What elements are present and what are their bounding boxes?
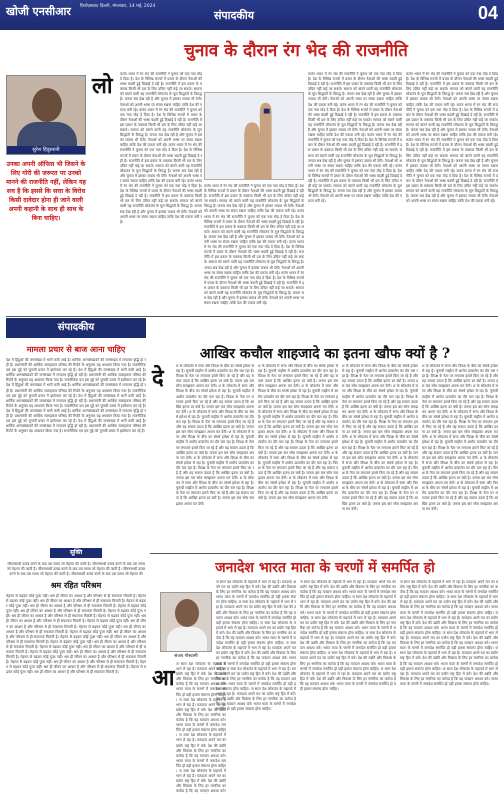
article3-author-caption: संजय गोस्वामी — [174, 654, 198, 659]
article1-col4: कतंत्र भारत में रंग भेद की राजनीति ने चुनाव को एक नया मोड़ दे दिया है। देश के विभिन्न राज्यों में प्रचार के दौरान नेताओं की भाषा बदली हुई दिखाई दे रही है। राजनीति में इस प्रकार के वक्तव्य किसी भी दल के लिए उचित नहीं कहे जा सकते। समाज को बांटने वाली यह राजनीति लोकतंत्र के मूल सिद्धांतों के विरुद्ध है। जनता सब देख रही है और चुनाव में इसका जवाब भी देगी। नेताओं को अपनी भाषा पर संयम रखना चाहिए ताकि देश की एकता बनी रहे। कतंत्र भारत में रंग भेद की राजनीति ने चुनाव को एक नया मोड़ दे दिया है। देश के विभिन्न राज्यों में प्रचार के दौरान नेताओं की भाषा बदली हुई दिखाई दे रही है। राजनीति में इस प्रकार के वक्तव्य किसी भी दल के लिए उचित नहीं कहे जा सकते। समाज को बांटने वाली यह राजनीति लोकतंत्र के मूल सिद्धांतों के विरुद्ध है। जनता सब देख रही है और चुनाव में इसका जवाब भी देगी। नेताओं को अपनी भाषा पर संयम रखना चाहिए ताकि देश की एकता बनी रहे। कतंत्र भारत में रंग भेद की राजनीति ने चुनाव को एक नया मोड़ दे दिया है। देश के विभिन्न राज्यों में प्रचार के दौरान नेताओं की भाषा बदली हुई दिखाई दे रही है। राजनीति में इस प्रकार के वक्तव्य किसी भी दल के लिए उचित नहीं कहे जा सकते। समाज को बांटने वाली यह राजनीति लोकतंत्र के मूल सिद्धांतों के विरुद्ध है। जनता सब देख रही है और चुनाव में इसका जवाब भी देगी। नेताओं को अपनी भाषा पर संयम रखना चाहिए ताकि देश की एकता बनी रहे। कतंत्र भारत में रंग भेद की राजनीति ने चुनाव को एक नया मोड़ दे दिया है। देश के विभिन्न राज्यों में प्रचार के दौरान नेताओं की भाषा बदली हुई दिखाई दे रही है। राजनीति में इस प्रकार के वक्तव्य किसी भी दल के लिए उचित नहीं कहे जा सकते। समाज को बांटने वाली यह राजनीति लोकतंत्र के मूल सिद्धांतों के विरुद्ध है। जनता सब देख रही है और चुनाव में इसका जवाब भी देगी। नेताओं को अपनी भाषा पर संयम रखना चाहिए ताकि देश की एकता बनी रहे। — [406, 72, 498, 204]
quote-badge: सूक्ति — [50, 548, 102, 558]
editorial-body: देश में हिंदुओं की जनसंख्या में भारी कमी आई है। धार्मिक अल्पसंख्यकों की जनसंख्या में लगातार वृद्धि हो रही है। प्रधानमंत्री की आर्थिक सलाहकार परिषद की रिपोर्ट के अनुसार यह अध्ययन किया गया है। राजनीतिक दल इस मुद्दे को चुनावी प्रचार में इस्तेमाल कर रहे हैं। देश में हिंदुओं की जनसंख्या में भारी कमी आई है। धार्मिक अल्पसंख्यकों की जनसंख्या में लगातार वृद्धि हो रही है। प्रधानमंत्री की आर्थिक सलाहकार परिषद की रिपोर्ट के अनुसार यह अध्ययन किया गया है। राजनीतिक दल इस मुद्दे को चुनावी प्रचार में इस्तेमाल कर रहे हैं। देश में हिंदुओं की जनसंख्या में भारी कमी आई है। धार्मिक अल्पसंख्यकों की जनसंख्या में लगातार वृद्धि हो रही है। प्रधानमंत्री की आर्थिक सलाहकार परिषद की रिपोर्ट के अनुसार यह अध्ययन किया गया है। राजनीतिक दल इस मुद्दे को चुनावी प्रचार में इस्तेमाल कर रहे हैं। देश में हिंदुओं की जनसंख्या में भारी कमी आई है। धार्मिक अल्पसंख्यकों की जनसंख्या में लगातार वृद्धि हो रही है। प्रधानमंत्री की आर्थिक सलाहकार परिषद की रिपोर्ट के अनुसार यह अध्ययन किया गया है। राजनीतिक दल इस मुद्दे को चुनावी प्रचार में इस्तेमाल कर रहे हैं। देश में हिंदुओं की जनसंख्या में भारी कमी आई है। धार्मिक अल्पसंख्यकों की जनसंख्या में लगातार वृद्धि हो रही है। प्रधानमंत्री की आर्थिक सलाहकार परिषद की रिपोर्ट के अनुसार यह अध्ययन किया गया है। राजनीतिक दल इस मुद्दे को चुनावी प्रचार में इस्तेमाल कर रहे हैं। देश में हिंदुओं की जनसंख्या में भारी कमी आई है। धार्मिक अल्पसंख्यकों की जनसंख्या में लगातार वृद्धि हो रही है। प्रधानमंत्री की आर्थिक सलाहकार परिषद की रिपोर्ट के अनुसार यह अध्ययन किया गया है। राजनीतिक दल इस मुद्दे को चुनावी प्रचार में इस्तेमाल कर रहे हैं। — [6, 358, 146, 434]
quote-text: जीवनसाथी उत्पन्न करने के बाद उस समय जो मेहनत की जाती है। जीवनसाथी उत्पन्न करने के बाद उस समय जो मेहनत की जाती है। जीवनसाथी उत्पन्न करने के बाद उस समय जो मेहनत की जाती है। जीवनसाथी उत्पन्न करने के बाद उस समय जो मेहनत की जाती है। जीवनसाथी उत्पन्न करने के बाद उस समय जो मेहनत की — [6, 562, 146, 576]
article3-col2: ज सारा देश लोकतंत्र के महापर्व में भाग ले रहा है। मतदाता अपने मत का प्रयोग राष्ट्र हित में करें। देश की उन्नति और विकास के लिए हर नागरिक का कर्तव्य है कि वह मतदान अवश्य करे। भारत माता के चरणों में जनादेश समर्पित हो यही हमारा संकल्प होना चाहिए। ज सारा देश लोकतंत्र के महापर्व में भाग ले रहा है। मतदाता अपने मत का प्रयोग राष्ट्र हित में करें। देश की उन्नति और विकास के लिए हर नागरिक का कर्तव्य है कि वह मतदान अवश्य करे। भारत माता के चरणों में जनादेश समर्पित हो यही हमारा संकल्प होना चाहिए। ज सारा देश लोकतंत्र के महापर्व में भाग ले रहा है। मतदाता अपने मत का प्रयोग राष्ट्र हित में करें। देश की उन्नति और विकास के लिए हर नागरिक का कर्तव्य है कि वह मतदान अवश्य करे। भारत माता के चरणों में जनादेश समर्पित हो यही हमारा संकल्प होना चाहिए। ज सारा देश लोकतंत्र के महापर्व में भाग ले रहा है। मतदाता अपने मत का प्रयोग राष्ट्र हित में करें। देश की उन्नति और विकास के लिए हर नागरिक का कर्तव्य है कि वह मतदान अवश्य करे। भारत माता के चरणों में जनादेश समर्पित हो यही हमारा संकल्प होना चाहिए। ज सारा देश लोकतंत्र के महापर्व में भाग ले रहा है। मतदाता अपने मत का प्रयोग राष्ट्र हित में करें। देश की उन्नति और विकास के लिए हर नागरिक का कर्तव्य है कि वह मतदान अवश्य करे। भारत माता के चरणों में जनादेश समर्पित हो यही हमारा संकल्प होना चाहिए। ज सारा देश लोकतंत्र के महापर्व में भाग ले रहा है। मतदाता अपने मत का प्रयोग राष्ट्र हित में करें। देश की उन्नति और विकास के लिए हर नागरिक का कर्तव्य है कि वह मतदान अवश्य करे। भारत माता के चरणों में जनादेश समर्पित हो यही हमारा संकल्प होना चाहिए। — [216, 580, 296, 712]
editorial-headline: मामला प्रचार से बाज आना चाहिए — [26, 344, 126, 354]
section-divider — [6, 316, 498, 317]
pull-quote: उनका अपनी ऑफिस भी जिसने के लिए गोरी की जरूरत पर उनको मानने की राजनीति नहीं, लेकिन यह सच है कि इससे कि सत्ता के विरोध किसी दावेदार होना ही जाने वाली अपनी कहानी के साथ ही साथ के बिना चाहिए। — [6, 161, 86, 222]
issue-meta: फ़िरोज़ाबाद दिल्ली, मंगलवार, 14 मई, 2024 — [80, 4, 156, 9]
page-number: 04 — [477, 3, 498, 23]
article1-col3: कतंत्र भारत में रंग भेद की राजनीति ने चुनाव को एक नया मोड़ दे दिया है। देश के विभिन्न राज्यों में प्रचार के दौरान नेताओं की भाषा बदली हुई दिखाई दे रही है। राजनीति में इस प्रकार के वक्तव्य किसी भी दल के लिए उचित नहीं कहे जा सकते। समाज को बांटने वाली यह राजनीति लोकतंत्र के मूल सिद्धांतों के विरुद्ध है। जनता सब देख रही है और चुनाव में इसका जवाब भी देगी। नेताओं को अपनी भाषा पर संयम रखना चाहिए ताकि देश की एकता बनी रहे। कतंत्र भारत में रंग भेद की राजनीति ने चुनाव को एक नया मोड़ दे दिया है। देश के विभिन्न राज्यों में प्रचार के दौरान नेताओं की भाषा बदली हुई दिखाई दे रही है। राजनीति में इस प्रकार के वक्तव्य किसी भी दल के लिए उचित नहीं कहे जा सकते। समाज को बांटने वाली यह राजनीति लोकतंत्र के मूल सिद्धांतों के विरुद्ध है। जनता सब देख रही है और चुनाव में इसका जवाब भी देगी। नेताओं को अपनी भाषा पर संयम रखना चाहिए ताकि देश की एकता बनी रहे। कतंत्र भारत में रंग भेद की राजनीति ने चुनाव को एक नया मोड़ दे दिया है। देश के विभिन्न राज्यों में प्रचार के दौरान नेताओं की भाषा बदली हुई दिखाई दे रही है। राजनीति में इस प्रकार के वक्तव्य किसी भी दल के लिए उचित नहीं कहे जा सकते। समाज को बांटने वाली यह राजनीति लोकतंत्र के मूल सिद्धांतों के विरुद्ध है। जनता सब देख रही है और चुनाव में इसका जवाब भी देगी। नेताओं को अपनी भाषा पर संयम रखना चाहिए ताकि देश की एकता बनी रहे। कतंत्र भारत में रंग भेद की राजनीति ने चुनाव को एक नया मोड़ दे दिया है। देश के विभिन्न राज्यों में प्रचार के दौरान नेताओं की भाषा बदली हुई दिखाई दे रही है। राजनीति में इस प्रकार के वक्तव्य किसी भी दल के लिए उचित नहीं कहे जा सकते। समाज को बांटने वाली यह राजनीति लोकतंत्र के मूल सिद्धांतों के विरुद्ध है। जनता सब देख रही है और चुनाव में इसका जवाब भी देगी। नेताओं को अपनी भाषा पर संयम रखना चाहिए ताकि देश की एकता बनी रहे। — [308, 72, 402, 204]
masthead — [0, 0, 504, 30]
section-title: संपादकीय — [214, 9, 255, 22]
article3-col4: ज सारा देश लोकतंत्र के महापर्व में भाग ले रहा है। मतदाता अपने मत का प्रयोग राष्ट्र हित में करें। देश की उन्नति और विकास के लिए हर नागरिक का कर्तव्य है कि वह मतदान अवश्य करे। भारत माता के चरणों में जनादेश समर्पित हो यही हमारा संकल्प होना चाहिए। ज सारा देश लोकतंत्र के महापर्व में भाग ले रहा है। मतदाता अपने मत का प्रयोग राष्ट्र हित में करें। देश की उन्नति और विकास के लिए हर नागरिक का कर्तव्य है कि वह मतदान अवश्य करे। भारत माता के चरणों में जनादेश समर्पित हो यही हमारा संकल्प होना चाहिए। ज सारा देश लोकतंत्र के महापर्व में भाग ले रहा है। मतदाता अपने मत का प्रयोग राष्ट्र हित में करें। देश की उन्नति और विकास के लिए हर नागरिक का कर्तव्य है कि वह मतदान अवश्य करे। भारत माता के चरणों में जनादेश समर्पित हो यही हमारा संकल्प होना चाहिए। ज सारा देश लोकतंत्र के महापर्व में भाग ले रहा है। मतदाता अपने मत का प्रयोग राष्ट्र हित में करें। देश की उन्नति और विकास के लिए हर नागरिक का कर्तव्य है कि वह मतदान अवश्य करे। भारत माता के चरणों में जनादेश समर्पित हो यही हमारा संकल्प होना चाहिए। ज सारा देश लोकतंत्र के महापर्व में भाग ले रहा है। मतदाता अपने मत का प्रयोग राष्ट्र हित में करें। देश की उन्नति और विकास के लिए हर नागरिक का कर्तव्य है कि वह मतदान अवश्य करे। भारत माता के चरणों में जनादेश समर्पित हो यही हमारा संकल्प होना चाहिए। ज सारा देश लोकतंत्र के महापर्व में भाग ले रहा है। मतदाता अपने मत का प्रयोग राष्ट्र हित में करें। देश की उन्नति और विकास के लिए हर नागरिक का कर्तव्य है कि वह मतदान अवश्य करे। भारत माता के चरणों में जनादेश समर्पित हो यही हमारा संकल्प होना चाहिए। — [400, 580, 498, 686]
article2-col4: श के लोकतंत्र में सत्ता और विपक्ष के बीच का संघर्ष हमेशा से रहा है। चुनावी माहौल में आरोप प्रत्यारोप का दौर चल रहा है। विपक्ष के नेता पर लगातार हमले किए जा रहे हैं और यह सवाल उठता है कि आखिर इतना डर क्यों है। जनता इस बार सोच समझकर अपना मत देगी। श के लोकतंत्र में सत्ता और विपक्ष के बीच का संघर्ष हमेशा से रहा है। चुनावी माहौल में आरोप प्रत्यारोप का दौर चल रहा है। विपक्ष के नेता पर लगातार हमले किए जा रहे हैं और यह सवाल उठता है कि आखिर इतना डर क्यों है। जनता इस बार सोच समझकर अपना मत देगी। श के लोकतंत्र में सत्ता और विपक्ष के बीच का संघर्ष हमेशा से रहा है। चुनावी माहौल में आरोप प्रत्यारोप का दौर चल रहा है। विपक्ष के नेता पर लगातार हमले किए जा रहे हैं और यह सवाल उठता है कि आखिर इतना डर क्यों है। जनता इस बार सोच समझकर अपना मत देगी। श के लोकतंत्र में सत्ता और विपक्ष के बीच का संघर्ष हमेशा से रहा है। चुनावी माहौल में आरोप प्रत्यारोप का दौर चल रहा है। विपक्ष के नेता पर लगातार हमले किए जा रहे हैं और यह सवाल उठता है कि आखिर इतना डर क्यों है। जनता इस बार सोच समझकर अपना मत देगी। श के लोकतंत्र में सत्ता और विपक्ष के बीच का संघर्ष हमेशा से रहा है। चुनावी माहौल में आरोप प्रत्यारोप का दौर चल रहा है। विपक्ष के नेता पर लगातार हमले किए जा रहे हैं और यह सवाल उठता है कि आखिर इतना डर क्यों है। जनता इस बार सोच समझकर अपना मत देगी। श के लोकतंत्र में सत्ता और विपक्ष के बीच का संघर्ष हमेशा से रहा है। चुनावी माहौल में आरोप प्रत्यारोप का दौर चल रहा है। विपक्ष के नेता पर लगातार हमले किए जा रहे हैं और यह सवाल उठता है कि आखिर इतना डर क्यों है। जनता इस बार सोच समझकर अपना मत देगी। — [422, 364, 498, 511]
article2-col2: श के लोकतंत्र में सत्ता और विपक्ष के बीच का संघर्ष हमेशा से रहा है। चुनावी माहौल में आरोप प्रत्यारोप का दौर चल रहा है। विपक्ष के नेता पर लगातार हमले किए जा रहे हैं और यह सवाल उठता है कि आखिर इतना डर क्यों है। जनता इस बार सोच समझकर अपना मत देगी। श के लोकतंत्र में सत्ता और विपक्ष के बीच का संघर्ष हमेशा से रहा है। चुनावी माहौल में आरोप प्रत्यारोप का दौर चल रहा है। विपक्ष के नेता पर लगातार हमले किए जा रहे हैं और यह सवाल उठता है कि आखिर इतना डर क्यों है। जनता इस बार सोच समझकर अपना मत देगी। श के लोकतंत्र में सत्ता और विपक्ष के बीच का संघर्ष हमेशा से रहा है। चुनावी माहौल में आरोप प्रत्यारोप का दौर चल रहा है। विपक्ष के नेता पर लगातार हमले किए जा रहे हैं और यह सवाल उठता है कि आखिर इतना डर क्यों है। जनता इस बार सोच समझकर अपना मत देगी। श के लोकतंत्र में सत्ता और विपक्ष के बीच का संघर्ष हमेशा से रहा है। चुनावी माहौल में आरोप प्रत्यारोप का दौर चल रहा है। विपक्ष के नेता पर लगातार हमले किए जा रहे हैं और यह सवाल उठता है कि आखिर इतना डर क्यों है। जनता इस बार सोच समझकर अपना मत देगी। श के लोकतंत्र में सत्ता और विपक्ष के बीच का संघर्ष हमेशा से रहा है। चुनावी माहौल में आरोप प्रत्यारोप का दौर चल रहा है। विपक्ष के नेता पर लगातार हमले किए जा रहे हैं और यह सवाल उठता है कि आखिर इतना डर क्यों है। जनता इस बार सोच समझकर अपना मत देगी। श के लोकतंत्र में सत्ता और विपक्ष के बीच का संघर्ष हमेशा से रहा है। चुनावी माहौल में आरोप प्रत्यारोप का दौर चल रहा है। विपक्ष के नेता पर लगातार हमले किए जा रहे हैं और यह सवाल उठता है कि आखिर इतना डर क्यों है। जनता इस बार सोच समझकर अपना मत देगी। — [258, 364, 338, 501]
article3-dropcap: आ — [152, 665, 175, 691]
article1-col1: कतंत्र भारत में रंग भेद की राजनीति ने चुनाव को एक नया मोड़ दे दिया है। देश के विभिन्न राज्यों में प्रचार के दौरान नेताओं की भाषा बदली हुई दिखाई दे रही है। राजनीति में इस प्रकार के वक्तव्य किसी भी दल के लिए उचित नहीं कहे जा सकते। समाज को बांटने वाली यह राजनीति लोकतंत्र के मूल सिद्धांतों के विरुद्ध है। जनता सब देख रही है और चुनाव में इसका जवाब भी देगी। नेताओं को अपनी भाषा पर संयम रखना चाहिए ताकि देश की एकता बनी रहे। कतंत्र भारत में रंग भेद की राजनीति ने चुनाव को एक नया मोड़ दे दिया है। देश के विभिन्न राज्यों में प्रचार के दौरान नेताओं की भाषा बदली हुई दिखाई दे रही है। राजनीति में इस प्रकार के वक्तव्य किसी भी दल के लिए उचित नहीं कहे जा सकते। समाज को बांटने वाली यह राजनीति लोकतंत्र के मूल सिद्धांतों के विरुद्ध है। जनता सब देख रही है और चुनाव में इसका जवाब भी देगी। नेताओं को अपनी भाषा पर संयम रखना चाहिए ताकि देश की एकता बनी रहे। कतंत्र भारत में रंग भेद की राजनीति ने चुनाव को एक नया मोड़ दे दिया है। देश के विभिन्न राज्यों में प्रचार के दौरान नेताओं की भाषा बदली हुई दिखाई दे रही है। राजनीति में इस प्रकार के वक्तव्य किसी भी दल के लिए उचित नहीं कहे जा सकते। समाज को बांटने वाली यह राजनीति लोकतंत्र के मूल सिद्धांतों के विरुद्ध है। जनता सब देख रही है और चुनाव में इसका जवाब भी देगी। नेताओं को अपनी भाषा पर संयम रखना चाहिए ताकि देश की एकता बनी रहे। कतंत्र भारत में रंग भेद की राजनीति ने चुनाव को एक नया मोड़ दे दिया है। देश के विभिन्न राज्यों में प्रचार के दौरान नेताओं की भाषा बदली हुई दिखाई दे रही है। राजनीति में इस प्रकार के वक्तव्य किसी भी दल के लिए उचित नहीं कहे जा सकते। समाज को बांटने वाली यह राजनीति लोकतंत्र के मूल सिद्धांतों के विरुद्ध है। जनता सब देख रही है और चुनाव में इसका जवाब भी देगी। नेताओं को अपनी भाषा पर संयम रखना चाहिए ताकि देश की एकता बनी रहे। — [120, 72, 202, 224]
article-divider — [150, 553, 498, 554]
editorial-banner: संपादकीय — [6, 318, 146, 338]
poem-body: मेहनत से बढ़कर कोई पूजा नहीं। श्रम ही जीवन का आधार है और परिश्रम से ही सफलता मिलती है। मेहनत से बढ़कर कोई पूजा नहीं। श्रम ही जीवन का आधार है और परिश्रम से ही सफलता मिलती है। मेहनत से बढ़कर कोई पूजा नहीं। श्रम ही जीवन का आधार है और परिश्रम से ही सफलता मिलती है। मेहनत से बढ़कर कोई पूजा नहीं। श्रम ही जीवन का आधार है और परिश्रम से ही सफलता मिलती है। मेहनत से बढ़कर कोई पूजा नहीं। श्रम ही जीवन का आधार है और परिश्रम से ही सफलता मिलती है। मेहनत से बढ़कर कोई पूजा नहीं। श्रम ही जीवन का आधार है और परिश्रम से ही सफलता मिलती है। मेहनत से बढ़कर कोई पूजा नहीं। श्रम ही जीवन का आधार है और परिश्रम से ही सफलता मिलती है। मेहनत से बढ़कर कोई पूजा नहीं। श्रम ही जीवन का आधार है और परिश्रम से ही सफलता मिलती है। मेहनत से बढ़कर कोई पूजा नहीं। श्रम ही जीवन का आधार है और परिश्रम से ही सफलता मिलती है। मेहनत से बढ़कर कोई पूजा नहीं। श्रम ही जीवन का आधार है और परिश्रम से ही सफलता मिलती है। मेहनत से बढ़कर कोई पूजा नहीं। श्रम ही जीवन का आधार है और परिश्रम से ही सफलता मिलती है। मेहनत से बढ़कर कोई पूजा नहीं। श्रम ही जीवन का आधार है और परिश्रम से ही सफलता मिलती है। मेहनत से बढ़कर कोई पूजा नहीं। श्रम ही जीवन का आधार है और परिश्रम से ही सफलता मिलती है। मेहनत से बढ़कर कोई पूजा नहीं। श्रम ही जीवन का आधार है और परिश्रम से ही सफलता मिलती है। मेहनत से बढ़कर कोई पूजा नहीं। श्रम ही जीवन का आधार है और परिश्रम से ही सफलता मिलती है। मेहनत से बढ़कर कोई पूजा नहीं। श्रम ही जीवन का आधार है और परिश्रम से ही सफलता मिलती है। मेहनत से बढ़कर कोई पूजा नहीं। श्रम ही जीवन का आधार है और परिश्रम से ही सफलता मिलती है। — [6, 594, 146, 675]
poem-headline: श्रम रहित परिश्रम — [50, 580, 102, 590]
article1-headline: चुनाव के दौरान रंग भेद की राजनीति — [184, 41, 408, 61]
article2-col3: श के लोकतंत्र में सत्ता और विपक्ष के बीच का संघर्ष हमेशा से रहा है। चुनावी माहौल में आरोप प्रत्यारोप का दौर चल रहा है। विपक्ष के नेता पर लगातार हमले किए जा रहे हैं और यह सवाल उठता है कि आखिर इतना डर क्यों है। जनता इस बार सोच समझकर अपना मत देगी। श के लोकतंत्र में सत्ता और विपक्ष के बीच का संघर्ष हमेशा से रहा है। चुनावी माहौल में आरोप प्रत्यारोप का दौर चल रहा है। विपक्ष के नेता पर लगातार हमले किए जा रहे हैं और यह सवाल उठता है कि आखिर इतना डर क्यों है। जनता इस बार सोच समझकर अपना मत देगी। श के लोकतंत्र में सत्ता और विपक्ष के बीच का संघर्ष हमेशा से रहा है। चुनावी माहौल में आरोप प्रत्यारोप का दौर चल रहा है। विपक्ष के नेता पर लगातार हमले किए जा रहे हैं और यह सवाल उठता है कि आखिर इतना डर क्यों है। जनता इस बार सोच समझकर अपना मत देगी। श के लोकतंत्र में सत्ता और विपक्ष के बीच का संघर्ष हमेशा से रहा है। चुनावी माहौल में आरोप प्रत्यारोप का दौर चल रहा है। विपक्ष के नेता पर लगातार हमले किए जा रहे हैं और यह सवाल उठता है कि आखिर इतना डर क्यों है। जनता इस बार सोच समझकर अपना मत देगी। श के लोकतंत्र में सत्ता और विपक्ष के बीच का संघर्ष हमेशा से रहा है। चुनावी माहौल में आरोप प्रत्यारोप का दौर चल रहा है। विपक्ष के नेता पर लगातार हमले किए जा रहे हैं और यह सवाल उठता है कि आखिर इतना डर क्यों है। जनता इस बार सोच समझकर अपना मत देगी। श के लोकतंत्र में सत्ता और विपक्ष के बीच का संघर्ष हमेशा से रहा है। चुनावी माहौल में आरोप प्रत्यारोप का दौर चल रहा है। विपक्ष के नेता पर लगातार हमले किए जा रहे हैं और यह सवाल उठता है कि आखिर इतना डर क्यों है। जनता इस बार सोच समझकर अपना मत देगी। — [342, 364, 418, 511]
article3-headline: जनादेश भारत माता के चरणों में समर्पित हो — [215, 560, 435, 576]
article2-dropcap: दे — [152, 365, 164, 391]
author-portrait — [160, 592, 212, 652]
voting-finger-image — [204, 92, 304, 180]
article1-col2: कतंत्र भारत में रंग भेद की राजनीति ने चुनाव को एक नया मोड़ दे दिया है। देश के विभिन्न राज्यों में प्रचार के दौरान नेताओं की भाषा बदली हुई दिखाई दे रही है। राजनीति में इस प्रकार के वक्तव्य किसी भी दल के लिए उचित नहीं कहे जा सकते। समाज को बांटने वाली यह राजनीति लोकतंत्र के मूल सिद्धांतों के विरुद्ध है। जनता सब देख रही है और चुनाव में इसका जवाब भी देगी। नेताओं को अपनी भाषा पर संयम रखना चाहिए ताकि देश की एकता बनी रहे। कतंत्र भारत में रंग भेद की राजनीति ने चुनाव को एक नया मोड़ दे दिया है। देश के विभिन्न राज्यों में प्रचार के दौरान नेताओं की भाषा बदली हुई दिखाई दे रही है। राजनीति में इस प्रकार के वक्तव्य किसी भी दल के लिए उचित नहीं कहे जा सकते। समाज को बांटने वाली यह राजनीति लोकतंत्र के मूल सिद्धांतों के विरुद्ध है। जनता सब देख रही है और चुनाव में इसका जवाब भी देगी। नेताओं को अपनी भाषा पर संयम रखना चाहिए ताकि देश की एकता बनी रहे। कतंत्र भारत में रंग भेद की राजनीति ने चुनाव को एक नया मोड़ दे दिया है। देश के विभिन्न राज्यों में प्रचार के दौरान नेताओं की भाषा बदली हुई दिखाई दे रही है। राजनीति में इस प्रकार के वक्तव्य किसी भी दल के लिए उचित नहीं कहे जा सकते। समाज को बांटने वाली यह राजनीति लोकतंत्र के मूल सिद्धांतों के विरुद्ध है। जनता सब देख रही है और चुनाव में इसका जवाब भी देगी। नेताओं को अपनी भाषा पर संयम रखना चाहिए ताकि देश की एकता बनी रहे। कतंत्र भारत में रंग भेद की राजनीति ने चुनाव को एक नया मोड़ दे दिया है। देश के विभिन्न राज्यों में प्रचार के दौरान नेताओं की भाषा बदली हुई दिखाई दे रही है। राजनीति में इस प्रकार के वक्तव्य किसी भी दल के लिए उचित नहीं कहे जा सकते। समाज को बांटने वाली यह राजनीति लोकतंत्र के मूल सिद्धांतों के विरुद्ध है। जनता सब देख रही है और चुनाव में इसका जवाब भी देगी। नेताओं को अपनी भाषा पर संयम रखना चाहिए ताकि देश की एकता बनी रहे। — [204, 184, 304, 306]
article2-headline: आखिर कचौल शाहजादे का इतना खौफ क्यों है ? — [199, 346, 451, 362]
article3-col3: ज सारा देश लोकतंत्र के महापर्व में भाग ले रहा है। मतदाता अपने मत का प्रयोग राष्ट्र हित में करें। देश की उन्नति और विकास के लिए हर नागरिक का कर्तव्य है कि वह मतदान अवश्य करे। भारत माता के चरणों में जनादेश समर्पित हो यही हमारा संकल्प होना चाहिए। ज सारा देश लोकतंत्र के महापर्व में भाग ले रहा है। मतदाता अपने मत का प्रयोग राष्ट्र हित में करें। देश की उन्नति और विकास के लिए हर नागरिक का कर्तव्य है कि वह मतदान अवश्य करे। भारत माता के चरणों में जनादेश समर्पित हो यही हमारा संकल्प होना चाहिए। ज सारा देश लोकतंत्र के महापर्व में भाग ले रहा है। मतदाता अपने मत का प्रयोग राष्ट्र हित में करें। देश की उन्नति और विकास के लिए हर नागरिक का कर्तव्य है कि वह मतदान अवश्य करे। भारत माता के चरणों में जनादेश समर्पित हो यही हमारा संकल्प होना चाहिए। ज सारा देश लोकतंत्र के महापर्व में भाग ले रहा है। मतदाता अपने मत का प्रयोग राष्ट्र हित में करें। देश की उन्नति और विकास के लिए हर नागरिक का कर्तव्य है कि वह मतदान अवश्य करे। भारत माता के चरणों में जनादेश समर्पित हो यही हमारा संकल्प होना चाहिए। ज सारा देश लोकतंत्र के महापर्व में भाग ले रहा है। मतदाता अपने मत का प्रयोग राष्ट्र हित में करें। देश की उन्नति और विकास के लिए हर नागरिक का कर्तव्य है कि वह मतदान अवश्य करे। भारत माता के चरणों में जनादेश समर्पित हो यही हमारा संकल्प होना चाहिए। ज सारा देश लोकतंत्र के महापर्व में भाग ले रहा है। मतदाता अपने मत का प्रयोग राष्ट्र हित में करें। देश की उन्नति और विकास के लिए हर नागरिक का कर्तव्य है कि वह मतदान अवश्य करे। भारत माता के चरणों में जनादेश समर्पित हो यही हमारा संकल्प होना चाहिए। — [300, 580, 396, 691]
author-photo — [6, 75, 86, 155]
article1-dropcap: लो — [92, 73, 113, 99]
newspaper-logo: खोजी एनसीआर — [6, 5, 71, 18]
article3-col1: ज सारा देश लोकतंत्र के महापर्व में भाग ले रहा है। मतदाता अपने मत का प्रयोग राष्ट्र हित में करें। देश की उन्नति और विकास के लिए हर नागरिक का कर्तव्य है कि वह मतदान अवश्य करे। भारत माता के चरणों में जनादेश समर्पित हो यही हमारा संकल्प होना चाहिए। ज सारा देश लोकतंत्र के महापर्व में भाग ले रहा है। मतदाता अपने मत का प्रयोग राष्ट्र हित में करें। देश की उन्नति और विकास के लिए हर नागरिक का कर्तव्य है कि वह मतदान अवश्य करे। भारत माता के चरणों में जनादेश समर्पित हो यही हमारा संकल्प होना चाहिए। ज सारा देश लोकतंत्र के महापर्व में भाग ले रहा है। मतदाता अपने मत का प्रयोग राष्ट्र हित में करें। देश की उन्नति और विकास के लिए हर नागरिक का कर्तव्य है कि वह मतदान अवश्य करे। भारत माता के चरणों में जनादेश समर्पित हो यही हमारा संकल्प होना चाहिए। ज सारा देश लोकतंत्र के महापर्व में भाग ले रहा है। मतदाता अपने मत का प्रयोग राष्ट्र हित में करें। देश की उन्नति और विकास के लिए हर नागरिक का कर्तव्य है कि वह मतदान अवश्य करे। — [176, 662, 226, 794]
article2-col1: श के लोकतंत्र में सत्ता और विपक्ष के बीच का संघर्ष हमेशा से रहा है। चुनावी माहौल में आरोप प्रत्यारोप का दौर चल रहा है। विपक्ष के नेता पर लगातार हमले किए जा रहे हैं और यह सवाल उठता है कि आखिर इतना डर क्यों है। जनता इस बार सोच समझकर अपना मत देगी। श के लोकतंत्र में सत्ता और विपक्ष के बीच का संघर्ष हमेशा से रहा है। चुनावी माहौल में आरोप प्रत्यारोप का दौर चल रहा है। विपक्ष के नेता पर लगातार हमले किए जा रहे हैं और यह सवाल उठता है कि आखिर इतना डर क्यों है। जनता इस बार सोच समझकर अपना मत देगी। श के लोकतंत्र में सत्ता और विपक्ष के बीच का संघर्ष हमेशा से रहा है। चुनावी माहौल में आरोप प्रत्यारोप का दौर चल रहा है। विपक्ष के नेता पर लगातार हमले किए जा रहे हैं और यह सवाल उठता है कि आखिर इतना डर क्यों है। जनता इस बार सोच समझकर अपना मत देगी। श के लोकतंत्र में सत्ता और विपक्ष के बीच का संघर्ष हमेशा से रहा है। चुनावी माहौल में आरोप प्रत्यारोप का दौर चल रहा है। विपक्ष के नेता पर लगातार हमले किए जा रहे हैं और यह सवाल उठता है कि आखिर इतना डर क्यों है। जनता इस बार सोच समझकर अपना मत देगी। श के लोकतंत्र में सत्ता और विपक्ष के बीच का संघर्ष हमेशा से रहा है। चुनावी माहौल में आरोप प्रत्यारोप का दौर चल रहा है। विपक्ष के नेता पर लगातार हमले किए जा रहे हैं और यह सवाल उठता है कि आखिर इतना डर क्यों है। जनता इस बार सोच समझकर अपना मत देगी। श के लोकतंत्र में सत्ता और विपक्ष के बीच का संघर्ष हमेशा से रहा है। चुनावी माहौल में आरोप प्रत्यारोप का दौर चल रहा है। विपक्ष के नेता पर लगातार हमले किए जा रहे हैं और यह सवाल उठता है कि आखिर इतना डर क्यों है। जनता इस बार सोच समझकर अपना मत देगी। — [176, 364, 254, 506]
author-caption: सुरेश हिंदुस्तानी — [7, 146, 85, 154]
